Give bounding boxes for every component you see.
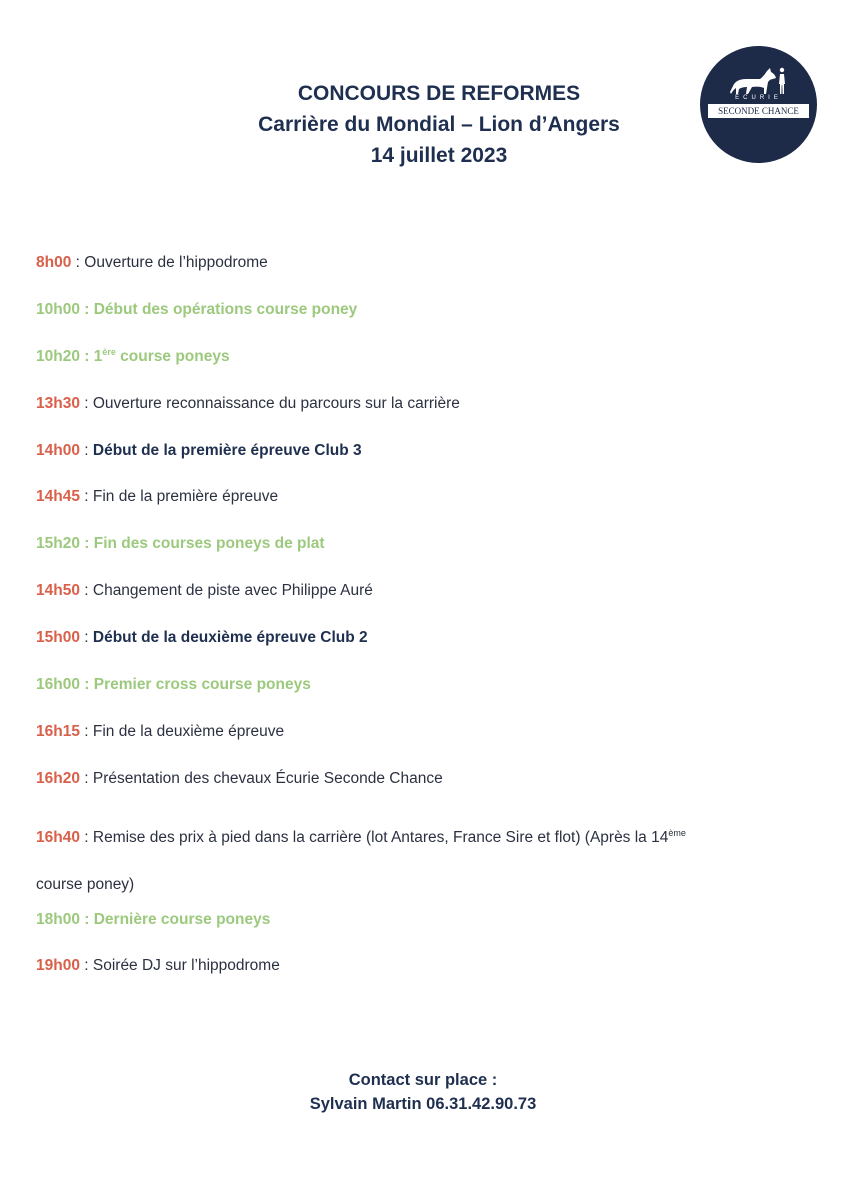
schedule-time: 16h40 (36, 828, 80, 846)
logo-band-text: SECONDE CHANCE (708, 104, 809, 118)
schedule-time: 14h45 (36, 488, 80, 506)
schedule-time: 18h00 (36, 910, 80, 928)
schedule-item: 19h00 : Soirée DJ sur l’hippodrome (36, 957, 280, 975)
venue-line: Carrière du Mondial – Lion d’Angers (258, 113, 620, 136)
ecurie-logo (700, 46, 817, 163)
schedule-time: 14h50 (36, 582, 80, 600)
contact-block (0, 1068, 846, 1116)
schedule-time: 13h30 (36, 394, 80, 412)
schedule-desc: Fin de la deuxième épreuve (92, 722, 285, 740)
schedule-item: 16h40 : Remise des prix à pied dans la carrière (lot Antares, France Sire et flot) (Après la 14ème course poney) (36, 827, 686, 893)
schedule-item: 15h00 : Début de la deuxième épreuve Club 2 (36, 629, 368, 647)
schedule-time: 10h00 (36, 300, 80, 318)
schedule-desc: Soirée DJ sur l’hippodrome (92, 957, 280, 975)
schedule-desc: Dernière course poneys (93, 910, 271, 928)
schedule-time: 19h00 (36, 957, 80, 975)
schedule-item: 14h00 : Début de la première épreuve Club 3 (36, 441, 362, 459)
schedule-time: 15h20 (36, 535, 80, 553)
schedule-desc: Début des opérations course poney (93, 300, 358, 318)
schedule-time: 16h15 (36, 722, 80, 740)
schedule-time: 10h20 (36, 347, 80, 365)
schedule-time: 14h00 (36, 441, 80, 459)
schedule-desc: Début de la deuxième épreuve Club 2 (92, 629, 368, 647)
schedule-item: 16h15 : Fin de la deuxième épreuve (36, 722, 285, 740)
schedule-desc: 1ère course poneys (93, 346, 230, 365)
schedule-item: 10h20 : 1ère course poneys (36, 346, 230, 365)
logo-ecurie-text: ÉCURIE (735, 95, 782, 101)
schedule-item: 10h00 : Début des opérations course poney (36, 300, 358, 318)
schedule-list (36, 252, 826, 1002)
contact-person: Sylvain Martin 06.31.42.90.73 (309, 1095, 537, 1113)
schedule-item: 8h00 : Ouverture de l’hippodrome (36, 254, 268, 271)
schedule-desc: Fin de la première épreuve (92, 488, 279, 506)
schedule-item: 13h30 : Ouverture reconnaissance du parcours sur la carrière (36, 394, 460, 412)
schedule-item: 14h45 : Fin de la première épreuve (36, 488, 279, 506)
schedule-time: 15h00 (36, 629, 80, 647)
schedule-desc: Présentation des chevaux Écurie Seconde Chance (92, 769, 443, 787)
schedule-desc: Changement de piste avec Philippe Auré (92, 582, 373, 600)
schedule-item: 18h00 : Dernière course poneys (36, 910, 271, 928)
date-line: 14 juillet 2023 (370, 144, 508, 167)
schedule-desc: Premier cross course poneys (93, 676, 311, 694)
schedule-desc: Remise des prix à pied dans la carrière (lot Antares, France Sire et flot) (Après la 14ème course poney) (36, 827, 686, 893)
schedule-desc: Ouverture de l’hippodrome (84, 254, 268, 271)
schedule-item: 14h50 : Changement de piste avec Philippe Auré (36, 582, 373, 600)
schedule-item: 16h00 : Premier cross course poneys (36, 676, 311, 694)
schedule-desc: Fin des courses poneys de plat (93, 535, 325, 553)
schedule-time: 16h20 (36, 769, 80, 787)
schedule-item: 15h20 : Fin des courses poneys de plat (36, 535, 325, 553)
schedule-item: 16h20 : Présentation des chevaux Écurie Seconde Chance (36, 769, 443, 787)
schedule-desc: Début de la première épreuve Club 3 (92, 441, 362, 459)
contact-label: Contact sur place : (348, 1071, 498, 1089)
schedule-desc: Ouverture reconnaissance du parcours sur la carrière (92, 394, 460, 412)
document-title: CONCOURS DE REFORMES (297, 82, 581, 105)
schedule-time: 16h00 (36, 676, 80, 694)
schedule-time: 8h00 (36, 254, 72, 271)
